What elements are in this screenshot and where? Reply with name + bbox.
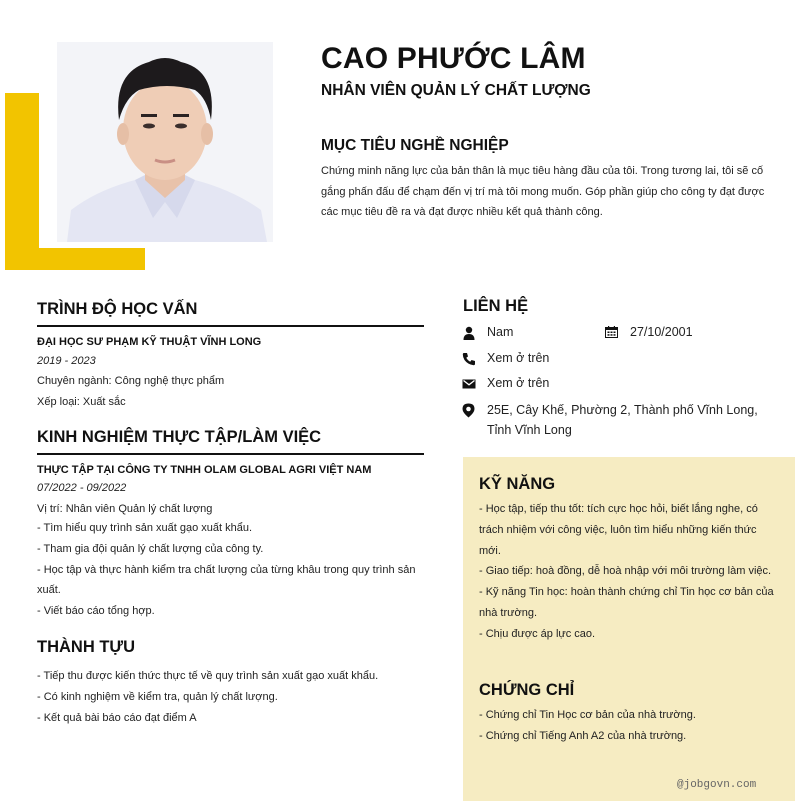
education-grade: Xếp loại: Xuất sắc: [37, 396, 126, 408]
phone-icon: [462, 352, 476, 366]
objective-heading: MỤC TIÊU NGHỀ NGHIỆP: [321, 137, 509, 154]
certificates-list: [479, 705, 779, 747]
experience-item: - Học tập và thực hành kiểm tra chất lượng của từng khâu trong quy trình sản xuất.: [37, 563, 416, 597]
certificate-item: - Chứng chỉ Tiếng Anh A2 của nhà trường.: [479, 729, 687, 742]
experience-heading: KINH NGHIỆM THỰC TẬP/LÀM VIỆC: [37, 428, 322, 446]
certificate-item: - Chứng chỉ Tin Học cơ bản của nhà trường.: [479, 709, 696, 721]
objective-text: Chứng minh năng lực của bản thân là mục tiêu hàng đầu của tôi. Trong tương lai, tôi sẽ cố gắng phấn đấu để chạm đến vị trí mà tôi mong muốn. Góp phần giúp cho công ty đạt được các mục tiêu đề ra và đạt được nhiều kết quả thành công.: [321, 165, 765, 218]
skill-item: - Học tập, tiếp thu tốt: tích cực học hỏi, biết lắng nghe, có trách nhiệm với công việc, luôn tìm hiểu những kiến thức mới.: [479, 503, 758, 557]
calendar-icon: [605, 326, 618, 338]
contact-birthday: 27/10/2001: [630, 325, 693, 339]
achievements-heading: THÀNH TỰU: [37, 638, 136, 656]
experience-period: 07/2022 - 09/2022: [37, 482, 127, 494]
achievement-item: - Kết quả bài báo cáo đạt điểm A: [37, 711, 197, 724]
profile-photo: [57, 42, 273, 242]
person-icon: [462, 326, 476, 340]
contact-phone: Xem ở trên: [487, 351, 550, 365]
contact-gender: Nam: [487, 325, 514, 339]
contact-email: Xem ở trên: [487, 376, 550, 390]
experience-company: THỰC TẬP TẠI CÔNG TY TNHH OLAM GLOBAL AGRI VIỆT NAM: [37, 464, 372, 476]
achievement-item: - Tiếp thu được kiến thức thực tế về quy trình sản xuất gạo xuất khẩu.: [37, 670, 379, 682]
skills-list: [479, 499, 779, 645]
experience-divider: [37, 453, 424, 455]
school-name: ĐẠI HỌC SƯ PHẠM KỸ THUẬT VĨNH LONG: [37, 336, 262, 348]
experience-list: [37, 518, 429, 622]
achievement-item: - Có kinh nghiệm về kiểm tra, quản lý chất lượng.: [37, 690, 278, 703]
experience-position: Vị trí: Nhân viên Quản lý chất lượng: [37, 503, 213, 515]
watermark: @jobgovn.com: [677, 779, 757, 791]
mail-icon: [462, 378, 476, 390]
skills-heading: KỸ NĂNG: [479, 475, 556, 493]
skill-item: - Kỹ năng Tin học: hoàn thành chứng chỉ Tin học cơ bản của nhà trường.: [479, 586, 774, 619]
decorative-yellow-bar-horizontal: [5, 248, 145, 270]
location-pin-icon: [462, 403, 475, 418]
contact-heading: LIÊN HỆ: [463, 297, 529, 315]
education-major: Chuyên ngành: Công nghệ thực phẩm: [37, 375, 225, 387]
education-heading: TRÌNH ĐỘ HỌC VẤN: [37, 300, 198, 318]
portrait-icon: [57, 42, 273, 242]
skill-item: - Giao tiếp: hoà đồng, dễ hoà nhập với môi trường làm việc.: [479, 565, 772, 578]
experience-item: - Viết báo cáo tổng hợp.: [37, 605, 155, 618]
education-period: 2019 - 2023: [37, 355, 96, 367]
skill-item: - Chịu được áp lực cao.: [479, 627, 596, 640]
job-title: NHÂN VIÊN QUẢN LÝ CHẤT LƯỢNG: [321, 82, 591, 99]
experience-item: - Tìm hiểu quy trình sản xuất gạo xuất khẩu.: [37, 522, 253, 534]
education-divider: [37, 325, 424, 327]
certificates-heading: CHỨNG CHỈ: [479, 681, 575, 699]
achievements-list: [37, 666, 429, 728]
candidate-name: CAO PHƯỚC LÂM: [321, 42, 586, 75]
experience-item: - Tham gia đội quản lý chất lượng của công ty.: [37, 542, 264, 555]
decorative-yellow-bar-vertical: [5, 93, 39, 270]
contact-address: 25E, Cây Khế, Phường 2, Thành phố Vĩnh Long, Tỉnh Vĩnh Long: [487, 403, 758, 437]
